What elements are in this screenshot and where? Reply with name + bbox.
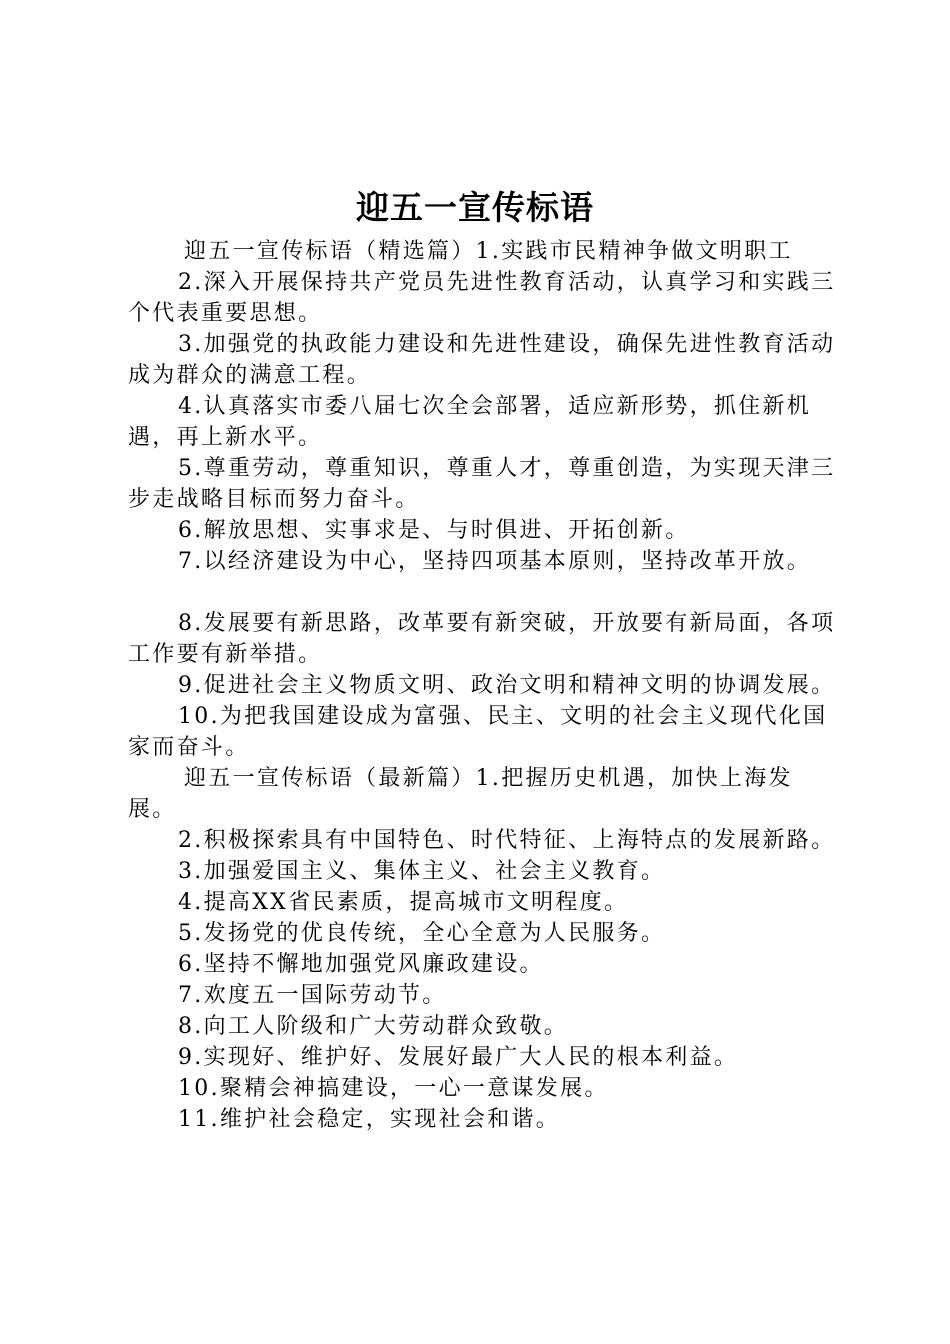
- paragraph-item: 7.欢度五一国际劳动节。: [178, 983, 447, 1008]
- paragraph-item: 4.提高XX省民素质，提高城市文明程度。: [178, 890, 629, 915]
- paragraph-item: 5.尊重劳动，尊重知识，尊重人才，尊重创造，为实现天津三步走战略目标而努力奋斗。: [128, 456, 836, 512]
- paragraph-item: 8.向工人阶级和广大劳动群众致敬。: [178, 1014, 569, 1039]
- paragraph-item: 7.以经济建设为中心，坚持四项基本原则，坚持改革开放。: [178, 549, 812, 574]
- paragraph-item: 9.促进社会主义物质文明、政治文明和精神文明的协调发展。: [178, 673, 836, 698]
- paragraph-item: 6.解放思想、实事求是、与时俱进、开拓创新。: [178, 518, 690, 543]
- paragraph-item: 11.维护社会稳定，实现社会和谐。: [178, 1107, 561, 1132]
- paragraph-item: 5.发扬党的优良传统，全心全意为人民服务。: [178, 921, 666, 946]
- paragraph-item: 2.积极探索具有中国特色、时代特征、上海特点的发展新路。: [178, 828, 836, 853]
- paragraph-item: 10.为把我国建设成为富强、民主、文明的社会主义现代化国家而奋斗。: [128, 704, 828, 760]
- paragraph-item: 8.发展要有新思路，改革要有新突破，开放要有新局面，各项工作要有新举措。: [128, 611, 836, 667]
- paragraph-item: 10.聚精会神搞建设，一心一意谋发展。: [178, 1076, 609, 1101]
- paragraph-item: 4.认真落实市委八届七次全会部署，适应新形势，抓住新机遇，再上新水平。: [128, 394, 812, 450]
- paragraph-item: 6.坚持不懈地加强党风廉政建设。: [178, 952, 544, 977]
- paragraph-item: 9.实现好、维护好、发展好最广大人民的根本利益。: [178, 1045, 739, 1070]
- paragraph-item: 3.加强党的执政能力建设和先进性建设，确保先进性教育活动成为群众的满意工程。: [128, 332, 836, 388]
- paragraph-intro-latest: 迎五一宣传标语（最新篇）1.把握历史机遇，加快上海发展。: [128, 766, 793, 822]
- paragraph-item: 3.加强爱国主义、集体主义、社会主义教育。: [178, 859, 666, 884]
- paragraph-item: 2.深入开展保持共产党员先进性教育活动，认真学习和实践三个代表重要思想。: [128, 270, 836, 326]
- paragraph-intro-selected: 迎五一宣传标语（精选篇）1.实践市民精神争做文明职工: [184, 239, 793, 264]
- document-title: 迎五一宣传标语: [356, 188, 594, 227]
- document-body: [128, 236, 840, 1135]
